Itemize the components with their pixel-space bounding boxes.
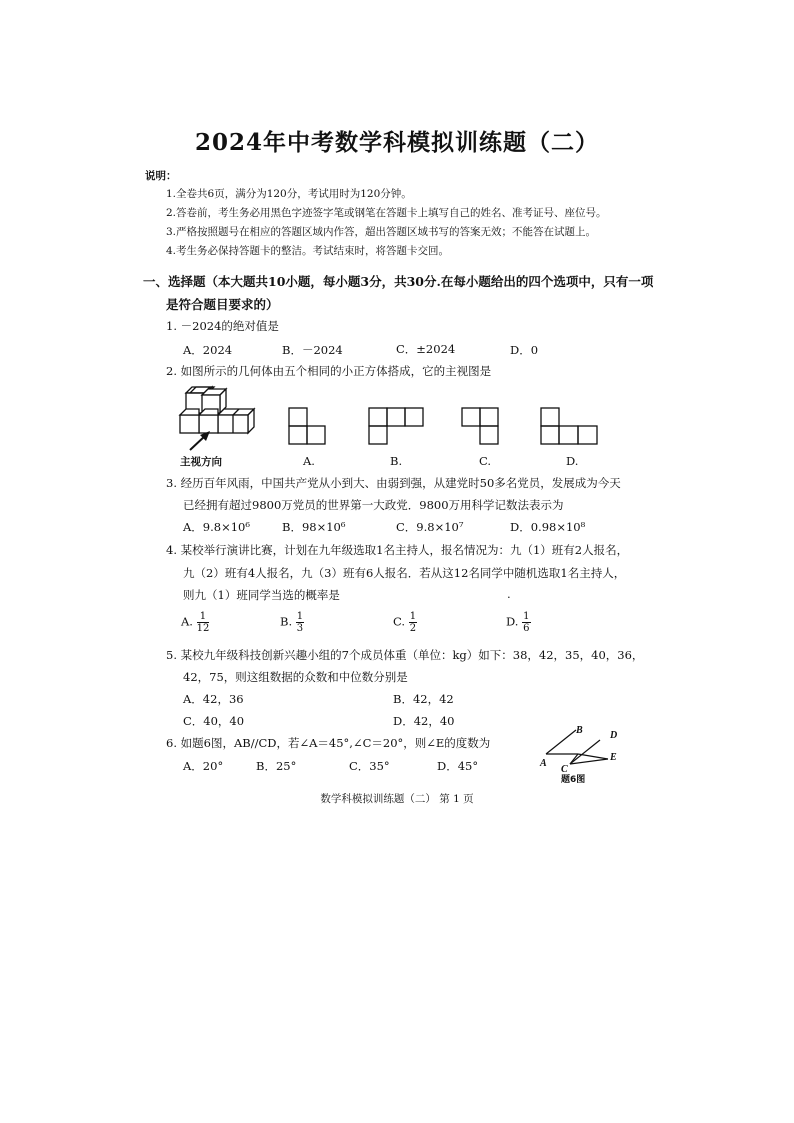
question-stem: 3. 经历百年风雨，中国共产党从小到大、由弱到强，从建党时50多名党员，发展成为今天 — [166, 476, 621, 490]
cube-solid-figure — [178, 385, 258, 460]
option-a: A．2024 — [183, 343, 233, 357]
option-a: A．9.8×10⁶ — [183, 520, 250, 534]
option-c: C．35° — [349, 759, 390, 773]
question-stem-cont: 已经拥有超过9800万党员的世界第一大政党．9800万用科学记数法表示为 — [183, 498, 564, 512]
answer-blank-dot: . — [507, 587, 511, 601]
section-heading-cont: 是符合题目要求的） — [166, 297, 279, 312]
option-a: A. — [303, 454, 315, 468]
option-a: A．20° — [183, 759, 224, 773]
fraction: $\frac{1}{12}$ — [196, 611, 210, 634]
option-b-figure — [368, 407, 426, 445]
option-d: D. — [566, 454, 579, 468]
option-b: B．98×10⁶ — [282, 520, 346, 534]
question-6-figure — [538, 722, 628, 784]
instruction-item: 4.考生务必保持答题卡的整洁。考试结束时，将答题卡交回。 — [166, 245, 450, 257]
point-label-b: B — [576, 725, 583, 736]
option-b: B．－2024 — [282, 343, 343, 357]
question-stem: 4. 某校举行演讲比赛，计划在九年级选取1名主持人，报名情况为：九（1）班有2人报名， — [166, 543, 629, 557]
option-c: C．40，40 — [183, 714, 245, 728]
option-c: C. — [479, 454, 492, 468]
point-label-c: C — [561, 764, 568, 775]
question-stem-cont: 九（2）班有4人报名，九（3）班有6人报名．若从这12名同学中随机选取1名主持人， — [183, 566, 626, 580]
question-stem: 6. 如题6图，AB//CD，若∠A＝45°,∠C＝20°，则∠E的度数为 — [166, 736, 491, 750]
fraction: $\frac{1}{6}$ — [523, 611, 530, 634]
section-heading: 一、选择题（本大题共10小题，每小题3分，共30分.在每小题给出的四个选项中，只有一项 — [143, 274, 654, 289]
page-footer: 数学科模拟训练题（二） 第 1 页 — [320, 793, 474, 805]
option-b: B. — [390, 454, 403, 468]
option-c: C. $\frac{1}{2}$ — [393, 611, 417, 634]
page-title: 2024年中考数学科模拟训练题（二） — [194, 129, 599, 156]
option-b: B．42，42 — [393, 692, 454, 706]
instruction-item: 1.全卷共6页，满分为120分，考试用时为120分钟。 — [166, 188, 412, 200]
question-stem: 1. －2024的绝对值是 — [166, 319, 279, 333]
option-b: B．25° — [256, 759, 297, 773]
figure-caption: 主视方向 — [180, 456, 222, 468]
option-d: D. $\frac{1}{6}$ — [506, 611, 530, 634]
point-label-a: A — [540, 758, 547, 769]
option-d: D．42，40 — [393, 714, 455, 728]
option-a-figure — [288, 407, 328, 445]
option-d: D．0 — [510, 343, 539, 357]
figure-caption: 题6图 — [561, 775, 586, 785]
option-c: C．±2024 — [396, 342, 456, 356]
instruction-item: 3.严格按照题号在相应的答题区域内作答，超出答题区域书写的答案无效；不能答在试题上。 — [166, 226, 597, 238]
question-stem: 2. 如图所示的几何体由五个相同的小正方体搭成，它的主视图是 — [166, 364, 492, 378]
question-stem-cont: 42，75，则这组数据的众数和中位数分别是 — [183, 670, 408, 684]
point-label-d: D — [610, 730, 618, 741]
fraction: $\frac{1}{2}$ — [409, 611, 417, 634]
option-d: D．45° — [437, 759, 479, 773]
option-b: B. $\frac{1}{3}$ — [280, 611, 304, 634]
point-label-e: E — [610, 752, 617, 763]
fraction: $\frac{1}{3}$ — [296, 611, 304, 634]
instructions-heading: 说明： — [145, 170, 177, 182]
option-c: C．9.8×10⁷ — [396, 520, 464, 534]
option-d: D．0.98×10⁸ — [510, 520, 586, 534]
option-a: A．42，36 — [183, 692, 244, 706]
option-a: A. $\frac{1}{12}$ — [181, 611, 210, 634]
instruction-item: 2.答卷前，考生务必用黑色字迹签字笔或钢笔在答题卡上填写自己的姓名、准考证号、座位号。 — [166, 207, 607, 219]
option-c-figure — [461, 407, 501, 445]
question-stem: 5. 某校九年级科技创新兴趣小组的7个成员体重（单位：kg）如下：38，42，35，40，36， — [166, 648, 644, 662]
question-stem-cont: 则九（1）班同学当选的概率是 — [183, 588, 340, 602]
option-d-figure — [540, 407, 600, 445]
